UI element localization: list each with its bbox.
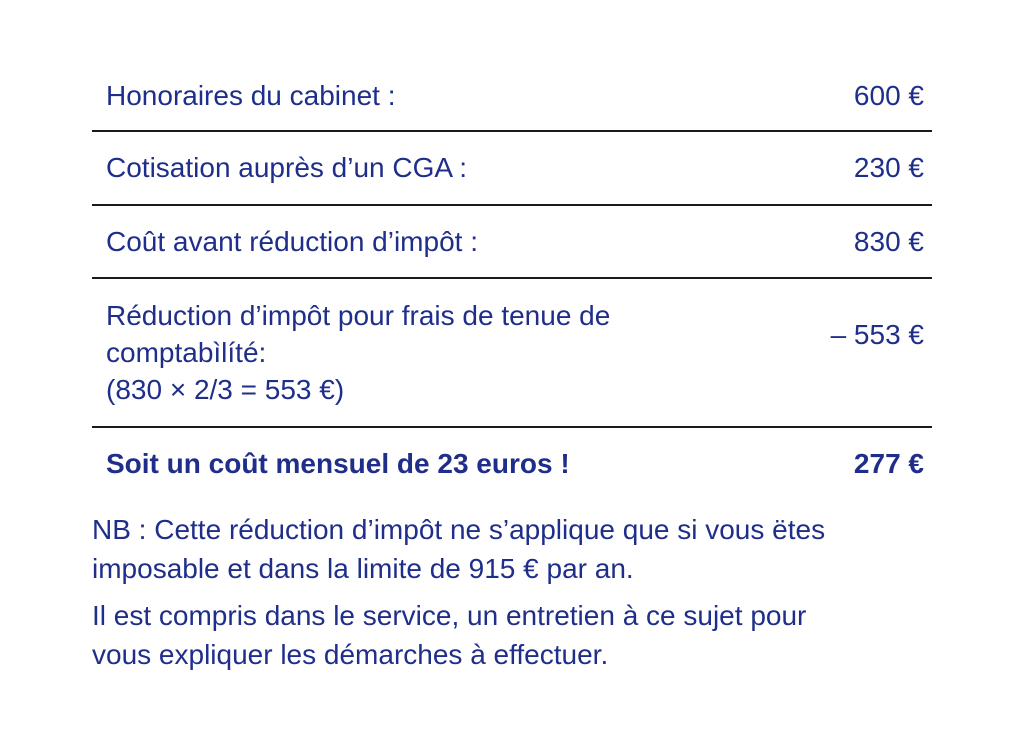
cost-table bbox=[92, 62, 932, 500]
reduction-value: – 553 € bbox=[830, 319, 924, 350]
service-note-line-2: vous expliquer les démarches à effectuer. bbox=[92, 639, 609, 670]
nb-note-line-2: imposable et dans la limite de 915 € par an. bbox=[92, 553, 634, 584]
row-label: Cotisation auprès d’un CGA : bbox=[106, 152, 468, 183]
row-label: Honoraires du cabinet : bbox=[106, 80, 396, 111]
service-note-line-1: Il est compris dans le service, un entretien à ce sujet pour bbox=[92, 600, 807, 631]
reduction-line-1: Réduction d’impôt pour frais de tenue de bbox=[106, 300, 611, 331]
table-row bbox=[92, 206, 932, 279]
reduction-formula: (830 × 2/3 = 553 €) bbox=[106, 374, 345, 405]
row-value: 600 € bbox=[853, 80, 924, 111]
notes bbox=[92, 510, 952, 682]
service-note bbox=[92, 596, 952, 674]
table-row bbox=[92, 62, 932, 132]
total-row bbox=[92, 428, 932, 500]
nb-note-line-1: NB : Cette réduction d’impôt ne s’applique que si vous ëtes bbox=[92, 514, 826, 545]
total-value: 277 € bbox=[853, 448, 924, 479]
row-label: Coût avant réduction d’impôt : bbox=[106, 225, 478, 257]
total-label: Soit un coût mensuel de 23 euros ! bbox=[106, 448, 570, 479]
row-value: 230 € bbox=[853, 152, 924, 183]
row-value: 830 € bbox=[853, 225, 924, 257]
nb-note bbox=[92, 510, 952, 588]
table-row-reduction bbox=[92, 279, 932, 428]
table-row bbox=[92, 132, 932, 206]
reduction-label bbox=[106, 279, 610, 408]
reduction-line-2: comptabìlíté: bbox=[106, 337, 267, 368]
